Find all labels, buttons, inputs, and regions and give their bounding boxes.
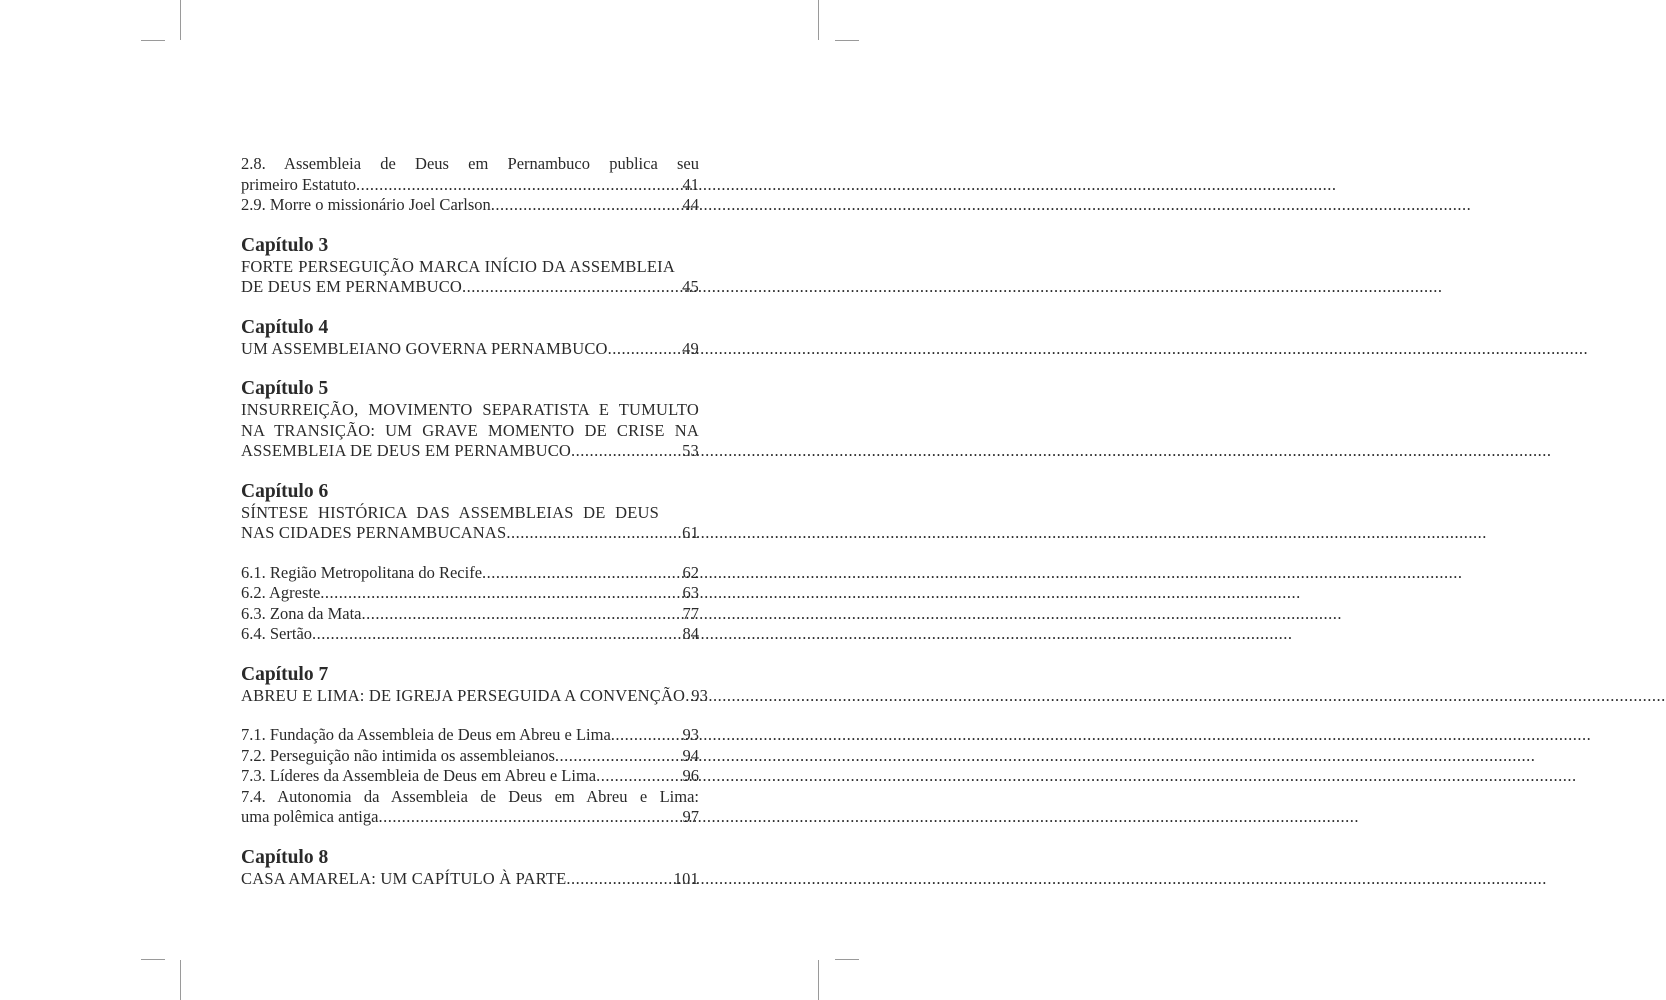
toc-entry-7-3 [241, 766, 699, 787]
toc-entry-7-4 [241, 807, 699, 828]
chapter-6-heading: Capítulo 6 [241, 480, 329, 502]
toc-entry-2-8-line1: 2.8. Assembleia de Deus em Pernambuco publica seu [241, 154, 699, 173]
chapter-6-title-line2 [241, 523, 699, 544]
toc-entry-title: 7.3. Líderes da Assembleia de Deus em Abreu e Lima [241, 766, 597, 785]
toc-entry-title: ASSEMBLEIA DE DEUS EM PERNAMBUCO [241, 441, 572, 460]
toc-entry-title: UM ASSEMBLEIANO GOVERNA PERNAMBUCO [241, 338, 608, 358]
crop-mark-right-top [835, 40, 859, 41]
page-number: 62 [682, 562, 699, 582]
page-number: 93 [682, 725, 699, 744]
dot-leader [482, 563, 682, 584]
toc-entry-title: DE DEUS EM PERNAMBUCO [241, 277, 463, 296]
toc-entry-title: 6.1. Região Metropolitana do Recife [241, 562, 483, 582]
crop-mark-bottom-right [818, 960, 819, 1000]
toc-entry-title: CASA AMARELA: UM CAPÍTULO À PARTE [241, 868, 567, 888]
chapter-5-title-line3 [241, 441, 699, 462]
dot-leader [320, 583, 682, 604]
toc-entry-title: 7.1. Fundação da Assembleia de Deus em Abreu e Lima [241, 725, 611, 744]
chapter-8-title [241, 869, 699, 890]
toc-entry-title: 6.3. Zona da Mata [241, 603, 362, 623]
chapter-7-heading: Capítulo 7 [241, 663, 329, 685]
dot-leader [608, 339, 682, 360]
chapter-4-heading: Capítulo 4 [241, 316, 329, 338]
page-number: 93 [691, 685, 709, 705]
toc-entry-title: NAS CIDADES PERNAMBUCANAS [241, 523, 507, 542]
dot-leader [312, 624, 682, 645]
toc-entry-title: 7.2. Perseguição não intimida os assembleianos [241, 745, 555, 765]
dot-leader [491, 195, 683, 216]
dot-leader [378, 807, 682, 828]
crop-mark-bottom-left [180, 960, 181, 1000]
chapter-5-heading: Capítulo 5 [241, 378, 329, 399]
crop-mark-left-top [141, 40, 165, 41]
table-of-contents [241, 154, 709, 889]
page-number: 94 [682, 745, 699, 765]
page-number: 101 [673, 868, 699, 888]
chapter-5-title-line1: INSURREIÇÃO, MOVIMENTO SEPARATISTA E TUMULTO [241, 400, 699, 419]
chapter-6-title-line1: SÍNTESE HISTÓRICA DAS ASSEMBLEIAS DE DEUS [241, 502, 659, 522]
chapter-3-title-line1: FORTE PERSEGUIÇÃO MARCA INÍCIO DA ASSEMBLEIA [241, 256, 675, 276]
toc-entry-title: 6.2. Agreste [241, 583, 321, 602]
chapter-5-title-line2: NA TRANSIÇÃO: UM GRAVE MOMENTO DE CRISE NA [241, 420, 699, 440]
toc-entry-7-2 [241, 746, 699, 767]
dot-leader [555, 746, 683, 767]
toc-entry-7-4-line1: 7.4. Autonomia da Assembleia de Deus em Abreu e Lima: [241, 786, 699, 806]
toc-entry-2-9 [241, 195, 699, 216]
page-number: 77 [682, 603, 699, 623]
toc-entry-7-1 [241, 725, 699, 746]
toc-entry-title: primeiro Estatuto [241, 174, 357, 194]
chapter-7-title [241, 685, 709, 707]
page-number: 97 [682, 807, 699, 826]
toc-entry-2-8 [241, 175, 699, 196]
page-number: 44 [682, 195, 699, 214]
crop-mark-right-bottom [835, 959, 859, 960]
page-number: 45 [682, 277, 699, 296]
toc-entry-title: 6.4. Sertão [241, 624, 313, 643]
chapter-8-heading: Capítulo 8 [241, 846, 329, 868]
toc-entry-title: ABREU E LIMA: DE IGREJA PERSEGUIDA A CONVENÇÃO [241, 685, 686, 705]
toc-entry-6-1 [241, 563, 699, 584]
dot-leader [506, 523, 682, 544]
dot-leader [571, 441, 682, 462]
crop-mark-top-left [180, 0, 181, 40]
toc-entry-6-2 [241, 583, 699, 604]
chapter-4-title [241, 339, 699, 360]
dot-leader [362, 604, 683, 625]
page-number: 53 [682, 441, 699, 460]
toc-entry-title: 2.9. Morre o missionário Joel Carlson [241, 195, 491, 214]
page-number: 41 [682, 174, 699, 194]
toc-entry-6-4 [241, 624, 699, 645]
page-number: 63 [682, 583, 699, 602]
toc-entry-6-3 [241, 604, 699, 625]
dot-leader [566, 869, 673, 890]
crop-mark-top-right [818, 0, 819, 40]
crop-mark-left-bottom [141, 959, 165, 960]
page-number: 96 [682, 766, 699, 785]
page-number: 84 [682, 624, 699, 643]
chapter-3-title-line2 [241, 277, 699, 298]
toc-entry-title: uma polêmica antiga [241, 807, 379, 826]
dot-leader [596, 766, 682, 787]
page-number: 61 [682, 523, 699, 542]
chapter-3-heading: Capítulo 3 [241, 234, 329, 256]
dot-leader [356, 175, 682, 196]
dot-leader [611, 725, 683, 746]
page-number: 49 [682, 338, 699, 358]
dot-leader [462, 277, 682, 298]
